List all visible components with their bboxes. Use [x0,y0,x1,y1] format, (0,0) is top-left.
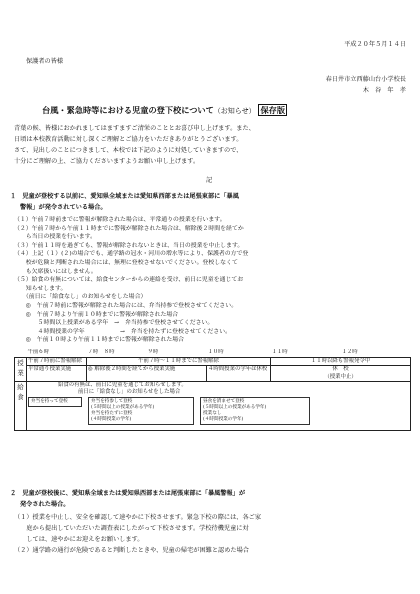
section-1-item: ら当日の授業を行います。 [14,234,96,241]
section-2-item: しては、速やかにお迎えをお願いします。 [14,536,144,543]
section-2-title: 発令された場合。 [20,501,70,508]
time-label: １２時 [341,349,358,355]
intro-line: 十分にご理解の上、ご協力くださいますようお願い申し上げます。 [14,158,200,165]
section-1-item: ◎ 午前１０時より午前１１時までに警報が解除された場合 [14,337,185,344]
schedule-class-row [15,366,411,382]
class-cancelled: 休 校 （授業中止） [271,366,411,382]
keep-badge: 保存版 [260,105,286,115]
section-1-item: ５時間以上授業がある学年 → 弁当持参で登校させてください。 [14,320,214,327]
schedule-table [14,349,411,431]
section-1-item: （前日に「給食なし」のお知らせをした場合） [14,294,147,301]
alert-after-11: １１時以降も警報発令中 [271,358,411,366]
schedule-lunch-row [15,381,411,430]
time-label: １０時 [207,349,224,355]
lunch-side-label: 給食 [15,381,27,430]
schedule-alert-row [15,358,411,366]
lunch-box: 弁当を持って登校 [28,397,82,407]
section-1-item: ４時間授業の学年 → 弁当を持たずに登校させてください。 [14,328,231,335]
section-1-item: ◎ 午前７時前に警報が解除された場合には、弁当持参で登校させてください。 [14,303,238,309]
time-label: １１時 [271,349,288,355]
lunch-box: 昼食を済ませて登校 (５時間以上の授業がある学年) 授業なし (４時間授業の学年) [200,397,310,425]
section-1-item: ◎ 午前７時より午前１０時までに警報が解除された場合 [14,311,179,318]
intro-line: 青葉の候、皆様におかれましてはますますご清栄のこととお喜び申し上げます。また、 [14,125,255,132]
class-side-label: 授業 [15,358,27,382]
section-1-item: （５）給食の有無については、給食センターからの連絡を受け、前日に児童を通じてお [14,277,244,284]
section-2-item: （２）通学路の通行が危険であると判断したときや、児童の帰宅が困難と認めた場合 [14,547,249,554]
alert-7-to-11: 午前７時～１１時までに警報解除 [87,358,271,366]
title-main: 台風・緊急時等における児童の登下校について [42,105,214,115]
class-4h-closed: ４時間授業の学年は休校 [207,366,271,382]
section-1-title: 警報」が発令されている場合。 [20,204,107,211]
section-2-item: 庭から提出していただいた調査表にしたがって下校させます。学校待機児童に対 [14,525,249,532]
time-label: ９時 [147,349,159,355]
section-1-item: 知らせします。 [14,285,67,292]
section-2-item: （１）授業を中止し、安全を確認して速やかに下校させます。緊急下校の際には、各ご家 [14,514,262,521]
time-label: 午前６時 [27,349,50,355]
section-2-title: ２ 児童が登校後に、愛知県全域または愛知県西部または尾張東部に「暴風警報」が [10,490,246,497]
lunch-box: 弁当を持参して登校 (５時間以上の授業がある学年) 弁当を持たずに登校 (４時間授業の学年) [88,397,194,425]
principal-name: 木 谷 年 孝 [362,87,406,94]
school-name: 春日井市立西藤山台小学校長 [325,76,406,83]
section-1-item: 校が危険と判断された場合には、無理に登校させないでください。登校しなくて [14,260,238,266]
lunch-note: 前日に「給食なし」のお知らせをした場合 [78,389,181,396]
section-1-title: １ 児童が登校する以前に、愛知県全域または愛知県西部または尾張東部に「暴風 [10,193,239,200]
intro-line: 日頃は本校教育活動に対し深くご理解とご協力をいただきありがとうございます。 [14,136,243,143]
section-1-item: （３）午前１１時を過ぎても、警報が解除されないときは、当日の授業を中止します。 [14,242,244,249]
section-1-item: （４）上記（１）(２)の場合でも、通学路の冠水・河川の増水等により、保護者の方で登 [14,251,249,258]
lunch-boxes [28,396,409,426]
title-note: （お知らせ） [213,107,256,115]
section-1-item: も欠席扱いにはしません。 [14,268,97,275]
time-label: ７時 ８時 [87,349,115,355]
alert-before-7: 午前７時前に警報解除 [27,358,87,366]
section-1-item: （２）午前７時から午前１１時までに警報が解除された場合は、解除後２時間を経てか [14,225,244,232]
recipient: 保護者の皆様 [26,58,64,65]
class-normal: 平常通り授業実施 [27,366,87,382]
date: 平成２０年５月１４日 [344,41,406,48]
ki-heading: 記 [206,177,213,184]
schedule-time-header [15,349,411,358]
lunch-cell [27,381,411,430]
class-delayed: ◎ 解除後２時間を経てから授業実施 [87,366,207,382]
lunch-note: 給食の有無は、前日に児童を通じてお知らせします。 [58,381,187,388]
document-title [42,106,287,115]
intro-line: さて、見出しのことにつきまして、本校では下記のように対処していきますので、 [14,147,243,154]
section-1-item: （１）午前７時前までに警報が解除された場合は、平常通りの授業を行います。 [14,217,226,223]
